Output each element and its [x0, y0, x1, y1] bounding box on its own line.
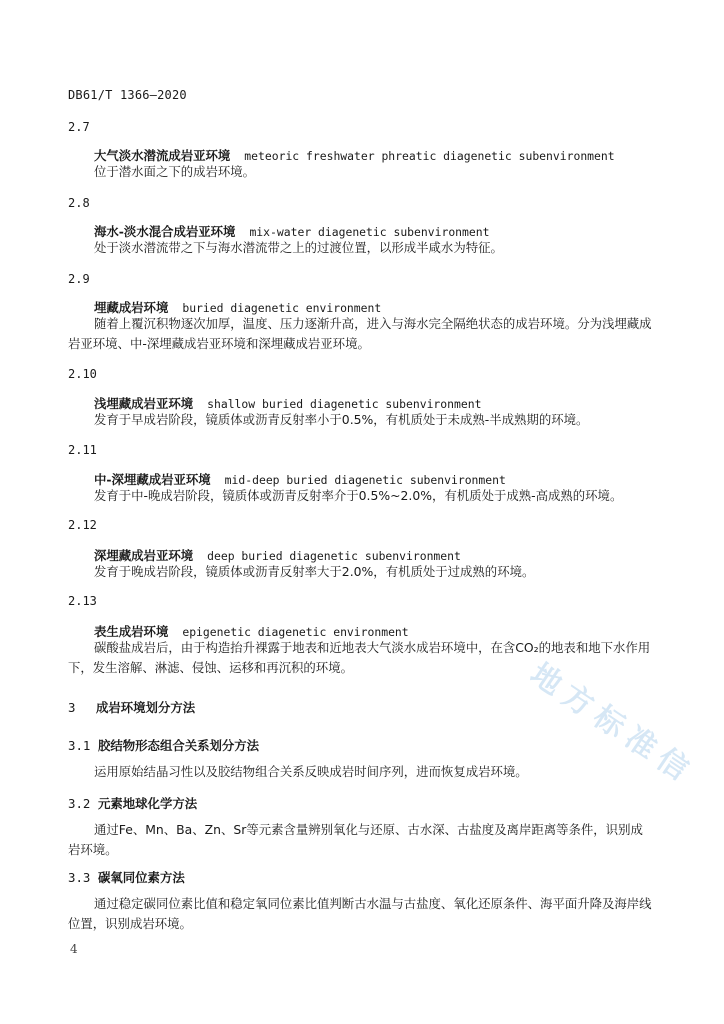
- term-definition: 碳酸盐成岩后，由于构造抬升裸露于地表和近地表大气淡水成岩环境中，在含CO₂的地表和地下水作用下，发生溶解、淋滤、侵蚀、运移和再沉积的环境。: [68, 640, 651, 675]
- term-en: mix-water diagenetic subenvironment: [249, 225, 490, 239]
- subsection-text: 运用原始结晶习性以及胶结物组合关系反映成岩时间序列，进而恢复成岩环境。: [94, 764, 528, 779]
- clause-number: 2.7: [68, 120, 90, 134]
- subsection-title: 元素地球化学方法: [98, 796, 198, 811]
- subsection-text: 通过稳定碳同位素比值和稳定氧同位素比值判断古水温与古盐度、氧化还原条件、海平面升降及海岸线位置，识别成岩环境。: [68, 896, 652, 931]
- subsection-title: 碳氧同位素方法: [98, 870, 185, 885]
- clause-number: 2.13: [68, 594, 97, 608]
- subsection-heading: [68, 868, 185, 886]
- section-heading: [68, 698, 195, 716]
- subsection-number: 3.3: [68, 870, 91, 885]
- term-cn: 浅埋藏成岩亚环境: [94, 396, 194, 411]
- term-en: meteoric freshwater phreatic diagenetic subenvironment: [244, 149, 615, 163]
- term-definition: 发育于晚成岩阶段，镜质体或沥青反射率大于2.0%，有机质处于过成熟的环境。: [94, 564, 535, 579]
- clause-number: 2.8: [68, 196, 90, 210]
- watermark: 地方标准信: [523, 656, 702, 792]
- term-cn: 中-深埋藏成岩亚环境: [94, 472, 211, 487]
- term-cn: 大气淡水潜流成岩亚环境: [94, 148, 231, 163]
- term-definition: 发育于中-晚成岩阶段，镜质体或沥青反射率介于0.5%~2.0%，有机质处于成熟-高成熟的环境。: [94, 488, 623, 503]
- clause-number: 2.9: [68, 272, 90, 286]
- term-en: buried diagenetic environment: [182, 301, 382, 315]
- subsection-number: 3.1: [68, 738, 91, 753]
- term-cn: 表生成岩环境: [94, 624, 169, 639]
- term-en: epigenetic diagenetic environment: [182, 625, 409, 639]
- standard-code: DB61/T 1366—2020: [68, 88, 187, 102]
- section-title: 成岩环境划分方法: [96, 700, 196, 715]
- term-definition: 位于潜水面之下的成岩环境。: [94, 164, 256, 179]
- subsection-heading: [68, 736, 259, 754]
- subsection-heading: [68, 794, 197, 812]
- term-en: shallow buried diagenetic subenvironment: [207, 397, 482, 411]
- section-number: 3: [68, 700, 76, 715]
- term-cn: 海水-淡水混合成岩亚环境: [94, 224, 236, 239]
- clause-number: 2.11: [68, 443, 97, 457]
- clause-number: 2.10: [68, 367, 97, 381]
- subsection-number: 3.2: [68, 796, 91, 811]
- subsection-title: 胶结物形态组合关系划分方法: [98, 738, 260, 753]
- clause-number: 2.12: [68, 518, 97, 532]
- term-definition: 发育于早成岩阶段，镜质体或沥青反射率小于0.5%，有机质处于未成熟-半成熟期的环境。: [94, 412, 589, 427]
- term-en: mid-deep buried diagenetic subenvironment: [224, 473, 506, 487]
- term-cn: 埋藏成岩环境: [94, 300, 169, 315]
- subsection-text: 通过Fe、Mn、Ba、Zn、Sr等元素含量辨别氧化与还原、古水深、古盐度及离岸距离等条件，识别成岩环境。: [68, 822, 643, 857]
- term-cn: 深埋藏成岩亚环境: [94, 548, 194, 563]
- term-definition: 处于淡水潜流带之下与海水潜流带之上的过渡位置，以形成半咸水为特征。: [94, 240, 503, 255]
- page-number: 4: [70, 942, 78, 956]
- term-en: deep buried diagenetic subenvironment: [207, 549, 461, 563]
- term-definition: 随着上覆沉积物逐次加厚，温度、压力逐渐升高，进入与海水完全隔绝状态的成岩环境。分为浅埋藏成岩亚环境、中-深埋藏成岩亚环境和深埋藏成岩亚环境。: [68, 316, 652, 351]
